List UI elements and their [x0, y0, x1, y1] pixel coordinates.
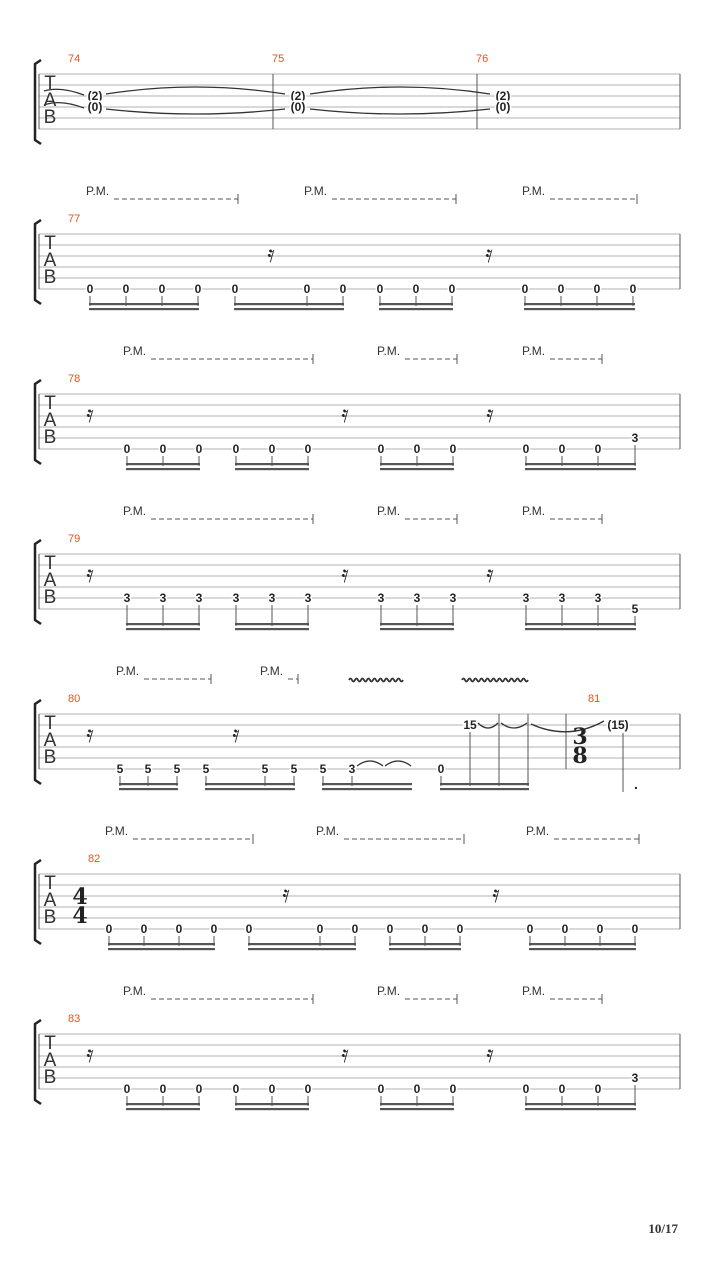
beam	[389, 943, 461, 945]
fret-number: 0	[351, 922, 359, 936]
beam	[525, 463, 636, 465]
measure-number: 82	[88, 853, 101, 865]
rest-symbol: 𝄿	[341, 560, 349, 588]
fret-number: 0	[175, 922, 183, 936]
fret-number: 0	[421, 922, 429, 936]
tab-clef-letter: A	[43, 410, 57, 431]
palm-mute-label: P.M.	[377, 344, 401, 358]
beam	[235, 1103, 309, 1105]
fret-number: 3	[195, 591, 203, 605]
beam	[322, 788, 412, 790]
tie-arc	[106, 87, 285, 94]
beam	[126, 1103, 200, 1105]
fret-number: 0	[245, 922, 253, 936]
beam	[234, 303, 344, 305]
fret-number: 0	[123, 1082, 131, 1096]
rest-symbol: 𝄿	[86, 560, 94, 588]
fret-number: 5	[261, 762, 269, 776]
tab-clef-letter: B	[43, 267, 57, 288]
fret-number: 0	[377, 442, 385, 456]
measure-number: 76	[476, 53, 489, 65]
rest-symbol: 𝄿	[86, 400, 94, 428]
fret-number: 3	[377, 591, 385, 605]
tie-arc	[310, 109, 490, 114]
fret-number: 0	[86, 282, 94, 296]
rest-symbol: 𝄿	[341, 1040, 349, 1068]
fret-number: 0	[522, 442, 530, 456]
fret-number: 0	[413, 1082, 421, 1096]
palm-mute-label: P.M.	[522, 504, 546, 518]
rest-symbol: 𝄿	[267, 240, 275, 268]
fret-number: 0	[456, 922, 464, 936]
fret-number: 3	[268, 591, 276, 605]
system-bracket	[35, 860, 41, 944]
rest-symbol: 𝄿	[341, 400, 349, 428]
fret-number: 0	[596, 922, 604, 936]
fret-number: 0	[386, 922, 394, 936]
beam	[525, 628, 636, 630]
fret-number: 0	[449, 442, 457, 456]
beam	[380, 1108, 454, 1110]
fret-number: 3	[123, 591, 131, 605]
beam	[525, 1108, 636, 1110]
tab-clef-letter: T	[44, 873, 56, 894]
fret-number: 0	[594, 442, 602, 456]
beam	[440, 783, 529, 785]
rest-symbol: 𝄿	[232, 720, 240, 748]
fret-number: (0)	[87, 100, 103, 114]
beam	[525, 1103, 636, 1105]
fret-number: 0	[561, 922, 569, 936]
fret-number: 0	[449, 1082, 457, 1096]
tie-arc	[106, 109, 285, 114]
palm-mute-label: P.M.	[86, 184, 110, 198]
rest-symbol: 𝄿	[86, 1040, 94, 1068]
beam	[108, 943, 215, 945]
fret-number: 0	[521, 282, 529, 296]
palm-mute-label: P.M.	[260, 664, 284, 678]
fret-number: 0	[412, 282, 420, 296]
beam	[525, 623, 636, 625]
fret-number: 5	[173, 762, 181, 776]
palm-mute-label: P.M.	[526, 824, 550, 838]
beam	[380, 468, 454, 470]
beam	[235, 468, 309, 470]
tab-clef-letter: T	[44, 233, 56, 254]
beam	[524, 303, 635, 305]
system-bracket	[35, 220, 41, 304]
beam	[235, 463, 309, 465]
fret-number: 0	[210, 922, 218, 936]
fret-number: (2)	[290, 89, 306, 103]
beam	[380, 628, 454, 630]
fret-number: 0	[140, 922, 148, 936]
beam	[205, 788, 295, 790]
fret-number: (2)	[87, 89, 103, 103]
rest-symbol: 𝄿	[86, 720, 94, 748]
measure-number: 77	[68, 213, 81, 225]
beam	[379, 308, 453, 310]
fret-number: 15	[463, 718, 477, 732]
palm-mute-label: P.M.	[105, 824, 129, 838]
measure-number: 80	[68, 693, 81, 705]
beam	[322, 783, 412, 785]
fret-number: 0	[413, 442, 421, 456]
measure-number: 74	[68, 53, 81, 65]
fret-number: 0	[122, 282, 130, 296]
rest-symbol: 𝄿	[486, 1040, 494, 1068]
palm-mute-label: P.M.	[522, 344, 546, 358]
fret-number: 0	[159, 1082, 167, 1096]
tab-clef-letter: B	[43, 747, 57, 768]
fret-number: 0	[232, 442, 240, 456]
tie-arc	[357, 761, 383, 766]
fret-number: 0	[593, 282, 601, 296]
fret-number: 0	[631, 922, 639, 936]
tab-clef-letter: A	[43, 90, 57, 111]
fret-number: 0	[448, 282, 456, 296]
fret-number: 0	[316, 922, 324, 936]
beam	[235, 628, 309, 630]
tab-clef-letter: A	[43, 570, 57, 591]
beam	[235, 623, 309, 625]
beam	[380, 623, 454, 625]
fret-number: 0	[195, 1082, 203, 1096]
fret-number: 3	[159, 591, 167, 605]
measure-number: 83	[68, 1013, 81, 1025]
fret-number: 3	[594, 591, 602, 605]
rest-symbol: 𝄿	[486, 560, 494, 588]
fret-number: 3	[348, 762, 356, 776]
tab-clef-letter: B	[43, 907, 57, 928]
tab-clef-letter: T	[44, 713, 56, 734]
fret-number: 3	[413, 591, 421, 605]
fret-number: 0	[159, 442, 167, 456]
palm-mute-label: P.M.	[123, 984, 147, 998]
fret-number: 0	[268, 442, 276, 456]
fret-number: 0	[376, 282, 384, 296]
fret-number: 0	[231, 282, 239, 296]
system-bracket	[35, 60, 41, 144]
fret-number: 0	[304, 442, 312, 456]
time-signature-denominator: 4	[72, 903, 88, 929]
beam	[126, 623, 200, 625]
fret-number: (0)	[495, 100, 511, 114]
palm-mute-label: P.M.	[377, 504, 401, 518]
tab-clef-letter: B	[43, 427, 57, 448]
fret-number: 0	[377, 1082, 385, 1096]
tab-clef-letter: A	[43, 1050, 57, 1071]
fret-number: 3	[232, 591, 240, 605]
dotted-note-dot: .	[634, 776, 638, 792]
fret-number: (15)	[607, 718, 629, 732]
fret-number: 3	[558, 591, 566, 605]
palm-mute-label: P.M.	[123, 504, 147, 518]
fret-number: 5	[319, 762, 327, 776]
fret-number: 0	[195, 442, 203, 456]
beam	[248, 948, 356, 950]
fret-number: 3	[522, 591, 530, 605]
fret-number: 0	[303, 282, 311, 296]
beam	[380, 463, 454, 465]
fret-number: 0	[594, 1082, 602, 1096]
palm-mute-label: P.M.	[522, 184, 546, 198]
beam	[126, 463, 200, 465]
measure-number: 75	[272, 53, 285, 65]
tab-clef-letter: A	[43, 250, 57, 271]
measure-number: 78	[68, 373, 81, 385]
rest-symbol: 𝄿	[486, 400, 494, 428]
beam	[89, 308, 199, 310]
vibrato-mark	[462, 679, 528, 682]
tab-clef-letter: T	[44, 553, 56, 574]
fret-number: 0	[339, 282, 347, 296]
system-bracket	[35, 540, 41, 624]
tab-clef-letter: A	[43, 730, 57, 751]
tab-clef-letter: A	[43, 890, 57, 911]
fret-number: 5	[144, 762, 152, 776]
fret-number: 0	[557, 282, 565, 296]
fret-number: 0	[522, 1082, 530, 1096]
beam	[524, 308, 635, 310]
fret-number: 0	[123, 442, 131, 456]
fret-number: 0	[194, 282, 202, 296]
tie-arc	[531, 721, 604, 732]
beam	[440, 788, 529, 790]
rest-symbol: 𝄿	[282, 880, 290, 908]
beam	[235, 1108, 309, 1110]
beam	[234, 308, 344, 310]
fret-number: 0	[232, 1082, 240, 1096]
system-bracket	[35, 380, 41, 464]
fret-number: (2)	[495, 89, 511, 103]
beam	[126, 628, 200, 630]
fret-number: 0	[304, 1082, 312, 1096]
fret-number: 0	[526, 922, 534, 936]
time-signature-numerator: 4	[72, 884, 88, 910]
fret-number: 3	[631, 1071, 639, 1085]
fret-number: 0	[629, 282, 637, 296]
fret-number: 5	[631, 602, 639, 616]
fret-number: 5	[116, 762, 124, 776]
beam	[379, 303, 453, 305]
fret-number: 0	[558, 442, 566, 456]
beam	[525, 468, 636, 470]
beam	[89, 303, 199, 305]
fret-number: 0	[105, 922, 113, 936]
fret-number: 5	[202, 762, 210, 776]
tab-clef-letter: B	[43, 587, 57, 608]
page-number: 10/17	[648, 1221, 678, 1236]
palm-mute-label: P.M.	[522, 984, 546, 998]
time-signature-numerator: 3	[572, 724, 588, 750]
fret-number: (0)	[290, 100, 306, 114]
tie-arc	[385, 761, 411, 766]
beam	[126, 1108, 200, 1110]
vibrato-mark	[349, 679, 403, 682]
palm-mute-label: P.M.	[304, 184, 328, 198]
tab-clef-letter: T	[44, 73, 56, 94]
system-bracket	[35, 1020, 41, 1104]
palm-mute-label: P.M.	[377, 984, 401, 998]
palm-mute-label: P.M.	[123, 344, 147, 358]
time-signature-denominator: 8	[572, 743, 588, 769]
fret-number: 0	[437, 762, 445, 776]
beam	[529, 948, 636, 950]
beam	[380, 1103, 454, 1105]
system-bracket	[35, 700, 41, 784]
fret-number: 0	[268, 1082, 276, 1096]
beam	[529, 943, 636, 945]
fret-number: 3	[449, 591, 457, 605]
palm-mute-label: P.M.	[316, 824, 340, 838]
beam	[389, 948, 461, 950]
measure-number: 81	[588, 693, 601, 705]
tab-clef-letter: T	[44, 393, 56, 414]
fret-number: 3	[631, 431, 639, 445]
beam	[119, 783, 178, 785]
fret-number: 0	[158, 282, 166, 296]
measure-number: 79	[68, 533, 81, 545]
tab-clef-letter: B	[43, 107, 57, 128]
beam	[205, 783, 295, 785]
fret-number: 5	[290, 762, 298, 776]
rest-symbol: 𝄿	[485, 240, 493, 268]
rest-symbol: 𝄿	[492, 880, 500, 908]
tab-clef-letter: B	[43, 1067, 57, 1088]
palm-mute-label: P.M.	[116, 664, 140, 678]
tab-clef-letter: T	[44, 1033, 56, 1054]
beam	[108, 948, 215, 950]
tie-arc	[310, 87, 490, 94]
fret-number: 3	[304, 591, 312, 605]
fret-number: 0	[558, 1082, 566, 1096]
beam	[126, 468, 200, 470]
beam	[248, 943, 356, 945]
beam	[119, 788, 178, 790]
